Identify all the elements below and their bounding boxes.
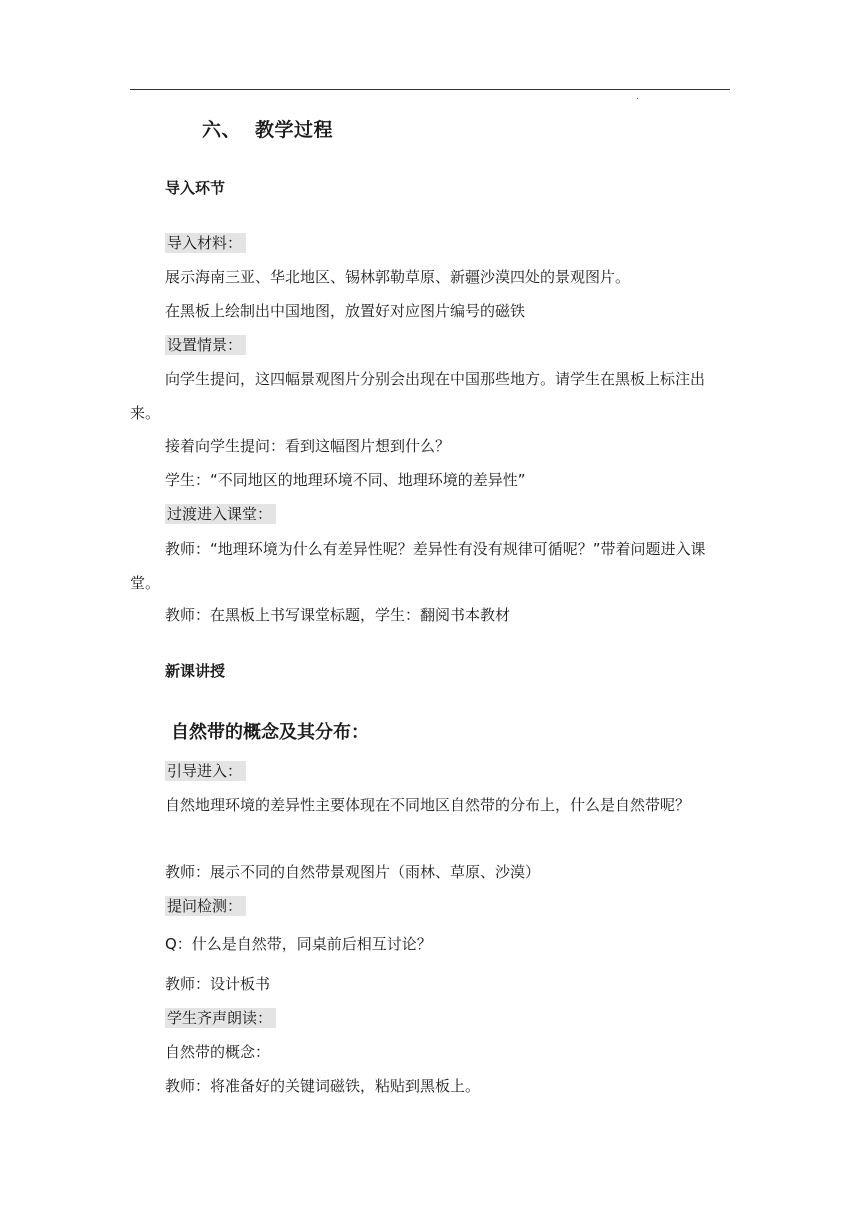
teacher-images: 教师：展示不同的自然带景观图片（雨林、草原、沙漠）: [165, 863, 541, 881]
student-answer: 学生：“不同地区的地理环境不同、地理环境的差异性”: [165, 471, 526, 489]
read-label: 学生齐声朗读：: [165, 1008, 276, 1028]
guide-label-row: [165, 760, 246, 782]
header-dot: .: [636, 92, 639, 102]
new-lesson-heading: 新课讲授: [165, 662, 226, 680]
followup-question: 接着向学生提问：看到这幅图片想到什么？: [165, 437, 451, 455]
materials-line-1: 展示海南三亚、华北地区、锡林郭勒草原、新疆沙漠四处的景观图片。: [165, 268, 631, 286]
teacher-magnets: 教师：将准备好的关键词磁铁，粘贴到黑板上。: [165, 1077, 481, 1095]
materials-line-2: 在黑板上绘制出中国地图，放置好对应图片编号的磁铁: [165, 302, 526, 320]
teacher-paragraph-text: 教师：“地理环境为什么有差异性呢？差异性有没有规律可循呢？”带着问题进入课堂。: [130, 540, 706, 592]
section-title: [202, 115, 333, 142]
header-rule: [130, 89, 730, 90]
transition-label: 过渡进入课堂：: [165, 504, 276, 524]
question-label: 提问检测：: [165, 896, 246, 916]
teacher-board-design: 教师：设计板书: [165, 975, 271, 993]
materials-label-row: [165, 232, 246, 254]
guide-paragraph-text: 自然地理环境的差异性主要体现在不同地区自然带的分布上，什么是自然带呢？: [165, 796, 691, 814]
section-title-text: 教学过程: [255, 119, 334, 141]
teacher-paragraph: [130, 532, 730, 600]
question-label-row: [165, 895, 246, 917]
guide-paragraph: [130, 788, 730, 822]
scenario-label-row: [165, 334, 246, 356]
read-label-row: [165, 1007, 276, 1029]
section-number: 六、: [202, 119, 242, 141]
transition-label-row: [165, 503, 276, 525]
scenario-label: 设置情景：: [165, 335, 246, 355]
scenario-paragraph: [130, 362, 730, 430]
teacher-board-intro: 教师：在黑板上书写课堂标题，学生：翻阅书本教材: [165, 606, 511, 624]
question-text: Q：什么是自然带，同桌前后相互讨论？: [165, 935, 432, 953]
scenario-paragraph-text: 向学生提问，这四幅景观图片分别会出现在中国那些地方。请学生在黑板上标注出来。: [130, 370, 706, 422]
materials-label: 导入材料：: [165, 233, 246, 253]
concept-label: 自然带的概念：: [165, 1043, 271, 1061]
intro-heading: 导入环节: [165, 179, 226, 197]
natural-zone-subheading: 自然带的概念及其分布：: [171, 722, 369, 743]
guide-label: 引导进入：: [165, 761, 246, 781]
